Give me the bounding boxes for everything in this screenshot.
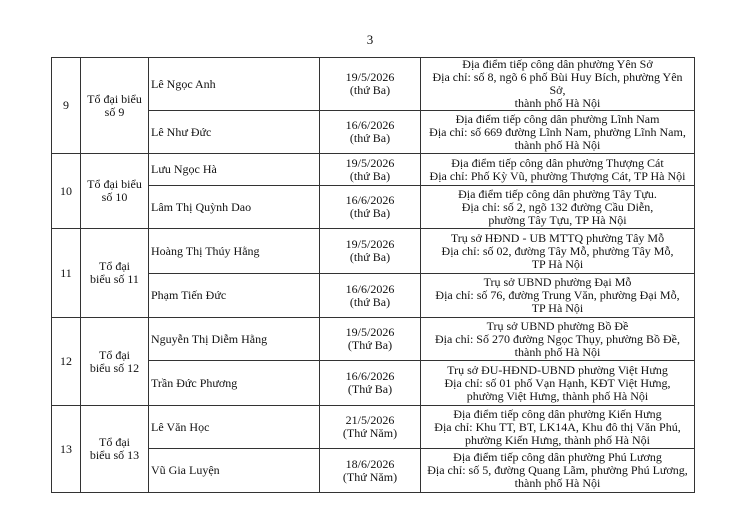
- table-row: [52, 406, 695, 449]
- delegate-name: Lê Văn Học: [149, 406, 320, 449]
- table-row: [52, 318, 695, 361]
- reception-location: Trụ sở UBND phường Đại Mỗ Địa chỉ: số 76, đường Trung Văn, phường Đại Mỗ, TP Hà Nội: [421, 274, 695, 318]
- delegate-group-label: Tổ đại biểu số 11: [81, 229, 149, 318]
- reception-date: 19/5/2026 (Thứ Ba): [320, 318, 421, 361]
- reception-date: 16/6/2026 (Thứ Ba): [320, 361, 421, 406]
- delegate-name: Hoàng Thị Thúy Hằng: [149, 229, 320, 274]
- table-row: [52, 111, 695, 154]
- page-number: 3: [366, 32, 374, 47]
- group-number: 10: [52, 154, 81, 229]
- reception-date: 21/5/2026 (Thứ Năm): [320, 406, 421, 449]
- delegate-name: Vũ Gia Luyện: [149, 449, 320, 493]
- reception-date: 19/5/2026 (thứ Ba): [320, 154, 421, 186]
- table-row: [52, 229, 695, 274]
- delegate-name: Lâm Thị Quỳnh Dao: [149, 186, 320, 229]
- reception-location: Địa điểm tiếp công dân phường Phú Lương Địa chỉ: số 5, đường Quang Lãm, phường Phú Lương, thành phố Hà Nội: [421, 449, 695, 493]
- reception-location: Địa điểm tiếp công dân phường Thượng Cát Địa chỉ: Phố Kỳ Vũ, phường Thượng Cát, TP Hà Nội: [421, 154, 695, 186]
- reception-location: Trụ sở UBND phường Bồ Đề Địa chỉ: Số 270 đường Ngọc Thụy, phường Bồ Đề, thành phố Hà Nội: [421, 318, 695, 361]
- reception-date: 16/6/2026 (thứ Ba): [320, 111, 421, 154]
- reception-date: 19/5/2026 (thứ Ba): [320, 58, 421, 111]
- delegate-group-label: Tổ đại biểu số 13: [81, 406, 149, 493]
- reception-date: 16/6/2026 (thứ Ba): [320, 274, 421, 318]
- reception-date: 16/6/2026 (thứ Ba): [320, 186, 421, 229]
- table-row: [52, 274, 695, 318]
- delegate-name: Phạm Tiến Đức: [149, 274, 320, 318]
- reception-date: 19/5/2026 (thứ Ba): [320, 229, 421, 274]
- reception-location: Trụ sở ĐU-HĐND-UBND phường Việt Hưng Địa chỉ: số 01 phố Vạn Hạnh, KĐT Việt Hưng, phường Việt Hưng, thành phố Hà Nội: [421, 361, 695, 406]
- table-row: [52, 449, 695, 493]
- group-number: 11: [52, 229, 81, 318]
- delegate-name: Lê Như Đức: [149, 111, 320, 154]
- table-row: [52, 186, 695, 229]
- table-row: [52, 58, 695, 111]
- group-number: 12: [52, 318, 81, 406]
- delegate-name: Lê Ngọc Anh: [149, 58, 320, 111]
- table-row: [52, 361, 695, 406]
- delegate-name: Lưu Ngọc Hà: [149, 154, 320, 186]
- delegate-group-label: Tổ đại biểu số 12: [81, 318, 149, 406]
- reception-location: Địa điểm tiếp công dân phường Kiến Hưng Địa chỉ: Khu TT, BT, LK14A, Khu đô thị Văn Phú, phường Kiến Hưng, thành phố Hà Nội: [421, 406, 695, 449]
- reception-location: Địa điểm tiếp công dân phường Tây Tựu. Địa chỉ: số 2, ngõ 132 đường Cầu Diễn, phường Tây Tựu, TP Hà Nội: [421, 186, 695, 229]
- group-number: 13: [52, 406, 81, 493]
- delegate-name: Nguyễn Thị Diễm Hằng: [149, 318, 320, 361]
- reception-location: Địa điểm tiếp công dân phường Lĩnh Nam Địa chỉ: số 669 đường Lĩnh Nam, phường Lĩnh Nam, thành phố Hà Nội: [421, 111, 695, 154]
- group-number: 9: [52, 58, 81, 154]
- reception-location: Trụ sở HĐND - UB MTTQ phường Tây Mỗ Địa chỉ: số 02, đường Tây Mỗ, phường Tây Mỗ, TP Hà Nội: [421, 229, 695, 274]
- delegate-group-label: Tổ đại biểu số 9: [81, 58, 149, 154]
- reception-date: 18/6/2026 (Thứ Năm): [320, 449, 421, 493]
- delegate-name: Trần Đức Phương: [149, 361, 320, 406]
- citizen-reception-schedule-table: [51, 57, 695, 493]
- table-row: [52, 154, 695, 186]
- delegate-group-label: Tổ đại biểu số 10: [81, 154, 149, 229]
- reception-location: Địa điểm tiếp công dân phường Yên Sở Địa chỉ: số 8, ngõ 6 phố Bùi Huy Bích, phường Yên Sở, thành phố Hà Nội: [421, 58, 695, 111]
